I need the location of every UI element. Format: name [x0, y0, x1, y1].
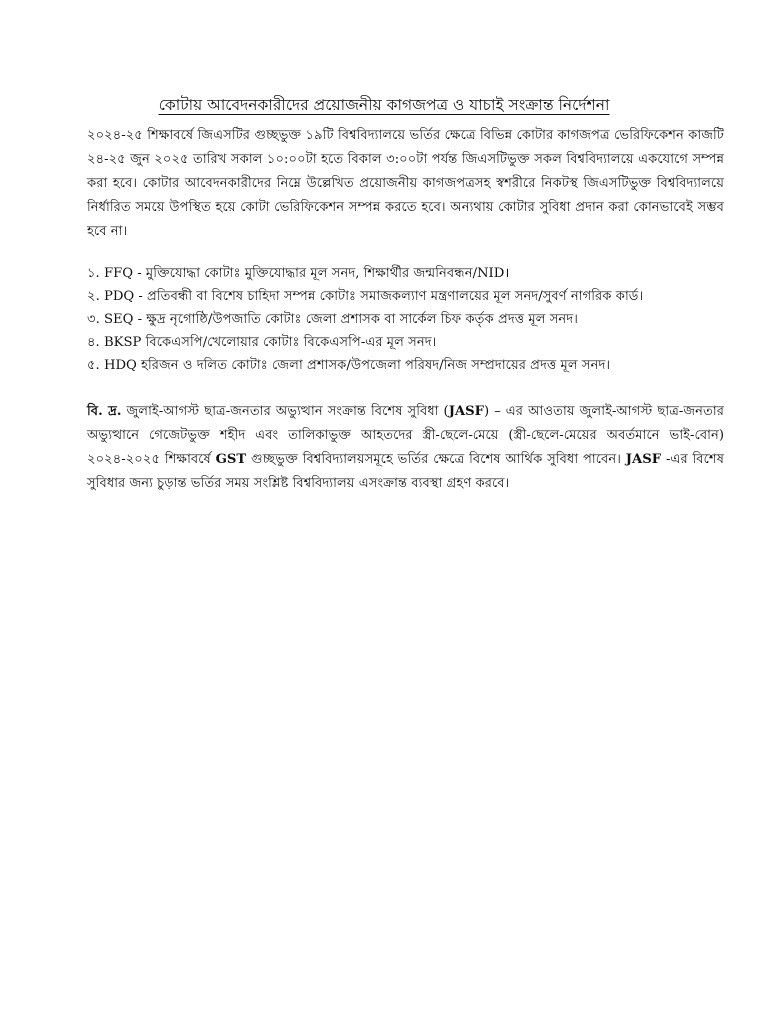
note-gst-term: GST	[215, 452, 247, 467]
intro-text: ২০২৪-২৫ শিক্ষাবর্ষে জিএসটির গুচ্ছভুক্ত ১৯টি বিশ্ববিদ্যালয়ে ভর্তির ক্ষেত্রে বিভিন্ন কোটার কাগজপত্র ভেরিফিকেশন কাজটি ২৪-২৫ জুন ২০২৫ তারিখ সকাল ১০:০০টা হতে বিকাল ৩:০০টা পর্যন্ত জিএসটিভুক্ত সকল বিশ্ববিদ্যালয়ে একযোগে সম্পন্ন করা হবে। কোটার আবেদনকারীদের নিম্নে উল্লেখিত প্রয়োজনীয় কাগজপত্রসহ স্বশরীরে নিকটস্থ জিএসটিভুক্ত বিশ্ববিদ্যালয়ে নির্ধারিত সময়ে উপস্থিত হয়ে কোটা ভেরিফিকেশন সম্পন্ন করতে হবে। অন্যথায় কোটার সুবিধা প্রদান করা কোনভাবেই সম্ভব হবে না।	[87, 128, 724, 239]
quota-item-ffq: ১. FFQ - মুক্তিযোদ্ধা কোটাঃ মুক্তিযোদ্ধার মূল সনদ, শিক্ষার্থীর জন্মনিবন্ধন/NID।	[87, 266, 510, 281]
note-part-4: -এর বিশেষ সুবিধার জন্য চুড়ান্ত ভর্তির সময় সংশ্লিষ্ট বিশ্ববিদ্যালয় এসংক্রান্ত ব্যবস্থা গ্রহণ করবে।	[87, 452, 724, 491]
note-part-1: জুলাই-আগস্ট ছাত্র-জনতার অভ্যুত্থান সংক্রান্ত বিশেষ সুবিধা (	[121, 404, 449, 419]
note-part-2: ) – এর আওতায় জুলাই-আগস্ট ছাত্র-জনতার অভ্যুত্থানে গেজেটভুক্ত শহীদ এবং তালিকাভুক্ত আহতদের স্ত্রী-ছেলে-মেয়ে (স্ত্রী-ছেলে-মেয়ের অবর্তমানে ভাই-বোন) ২০২৪-২০২৫ শিক্ষাবর্ষে	[87, 404, 724, 467]
quota-item-seq: ৩. SEQ - ক্ষুদ্র নৃগোষ্ঠি/উপজাতি কোটাঃ জেলা প্রশাসক বা সার্কেল চিফ কর্তৃক প্রদত্ত মূল সনদ।	[87, 312, 578, 327]
note-text	[87, 400, 724, 496]
quota-item-bksp: ৪. BKSP বিকেএসপি/খেলোয়ার কোটাঃ বিকেএসপি-এর মূল সনদ।	[87, 335, 437, 350]
document-title-text: কোটায় আবেদনকারীদের প্রয়োজনীয় কাগজপত্র ও যাচাই সংক্রান্ত নির্দেশনা	[158, 96, 610, 114]
note-label: বি. দ্র.	[87, 404, 122, 419]
note-part-3: গুচ্ছভুক্ত বিশ্ববিদ্যালয়সমূহে ভর্তির ক্ষেত্রে বিশেষ আর্থিক সুবিধা পাবেন।	[246, 452, 626, 467]
note-jasf-term-2: JASF	[625, 452, 662, 467]
note-paragraph	[87, 400, 724, 496]
quota-list	[87, 262, 724, 377]
note-jasf-term: JASF	[448, 404, 485, 419]
quota-item-hdq: ৫. HDQ হরিজন ও দলিত কোটাঃ জেলা প্রশাসক/উপজেলা পরিষদ/নিজ সম্প্রদায়ের প্রদত্ত মূল সনদ।	[87, 358, 611, 373]
intro-paragraph	[87, 124, 724, 244]
quota-item-pdq: ২. PDQ - প্রতিবন্ধী বা বিশেষ চাহিদা সম্পন্ন কোটাঃ সমাজকল্যাণ মন্ত্রণালয়ের মূল সনদ/সুবর্ণ নাগরিক কার্ড।	[87, 289, 644, 304]
document-title	[0, 94, 768, 116]
